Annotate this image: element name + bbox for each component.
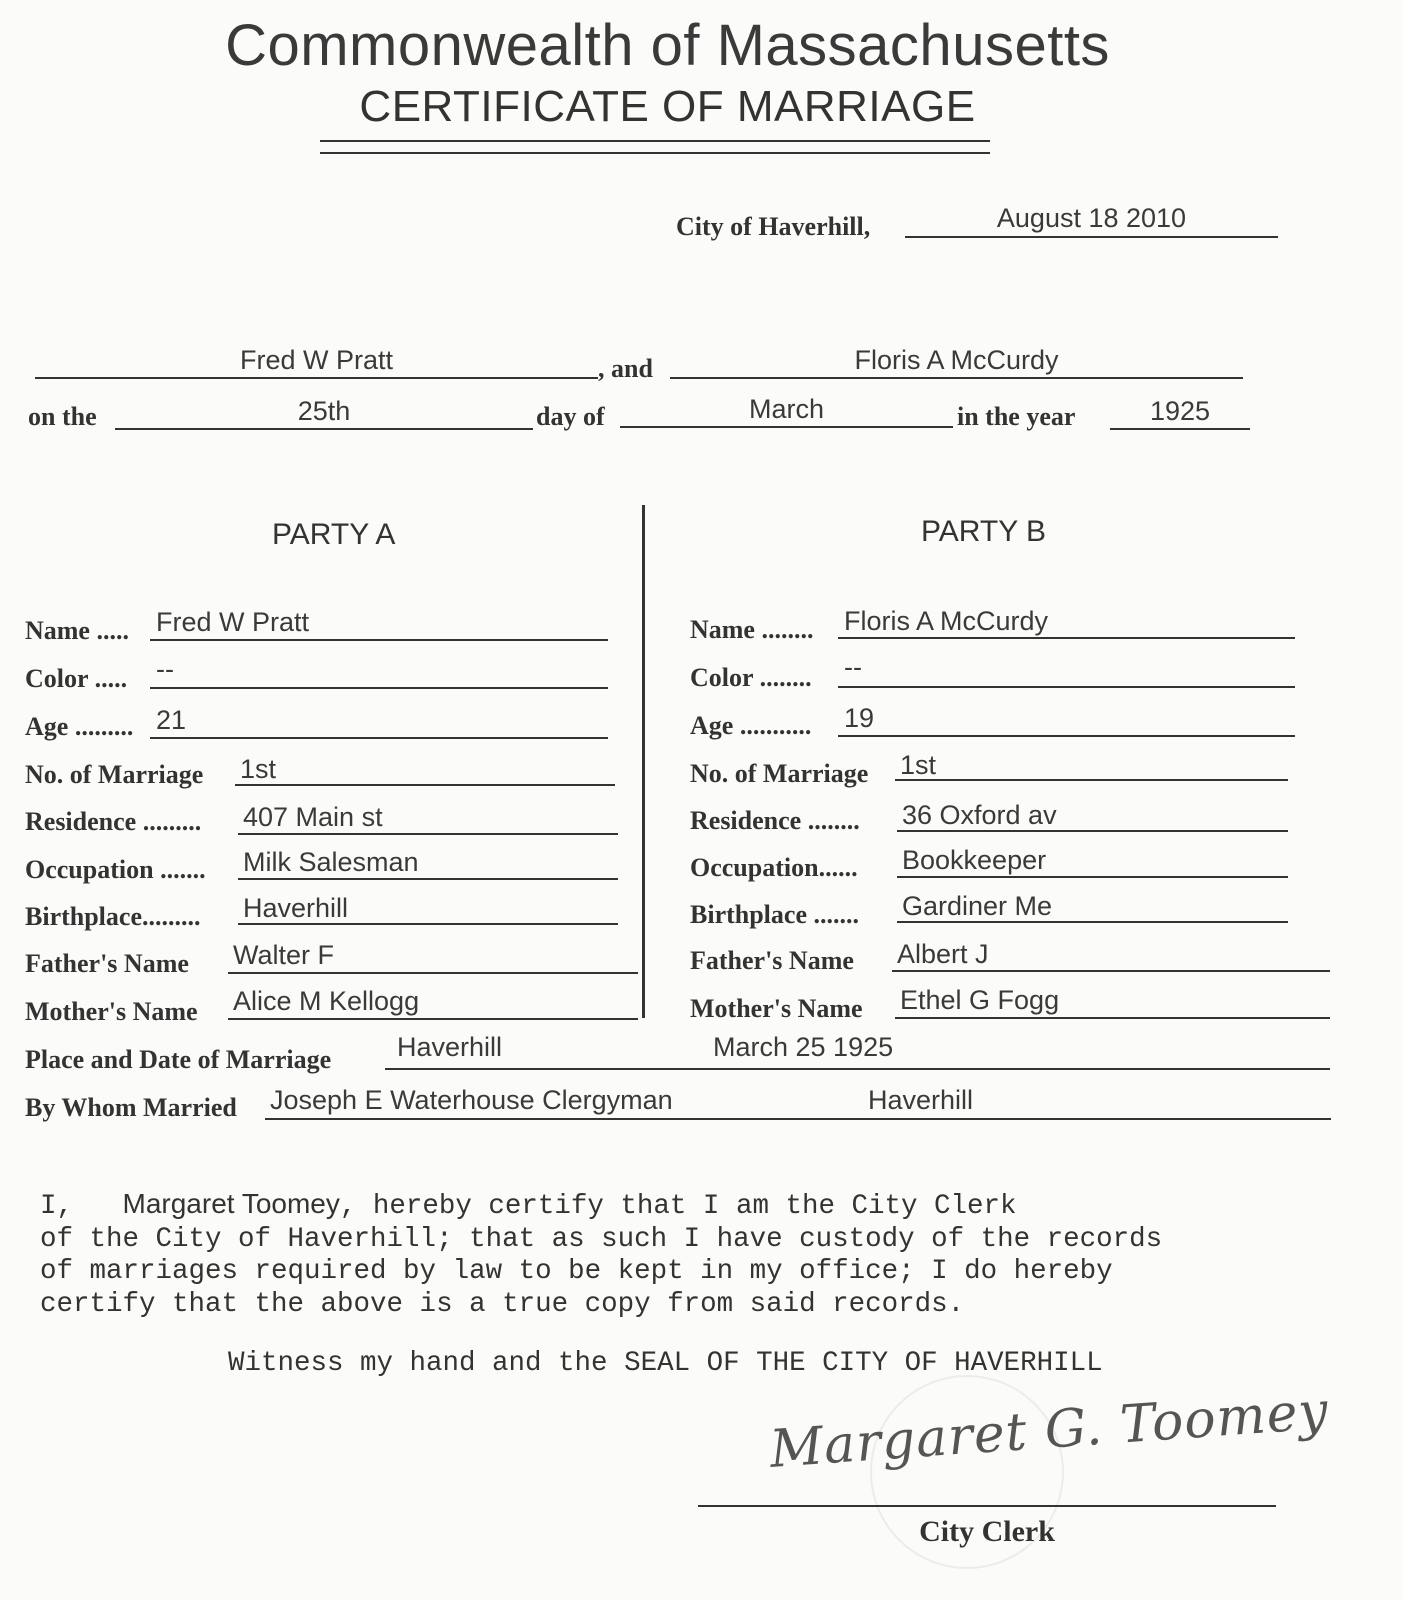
- party-a-occupation-value: Milk Salesman: [243, 847, 419, 877]
- certification-line2: of the City of Haverhill; that as such I have custody of the records: [40, 1223, 1163, 1255]
- place-of-marriage-value: Haverhill: [397, 1032, 503, 1062]
- party-a-mother-label: Mother's Name: [25, 997, 198, 1026]
- party-b-marriage-no-value: 1st: [900, 750, 937, 780]
- intro-year-line: [1110, 428, 1250, 430]
- issue-date-value: August 18 2010: [996, 203, 1187, 233]
- party-b-residence-line: [897, 830, 1288, 832]
- certification-line1-end: , hereby certify that I am the City Clerk: [339, 1191, 1017, 1222]
- party-b-mother-label: Mother's Name: [690, 994, 863, 1023]
- intro-party-a-name: Fred W Pratt: [239, 345, 394, 375]
- party-a-color-label: Color .....: [25, 664, 128, 693]
- party-a-father-value: Walter F: [233, 940, 334, 970]
- date-of-marriage-value: March 25 1925: [713, 1032, 894, 1062]
- document-title: Commonwealth of Massachusetts: [225, 13, 1110, 78]
- on-the-label: on the: [28, 402, 97, 431]
- clerk-name: Margaret Toomey: [122, 1188, 340, 1219]
- party-a-birthplace-value: Haverhill: [243, 893, 349, 923]
- officiant-city-value: Haverhill: [868, 1085, 974, 1115]
- party-a-residence-label: Residence .........: [25, 807, 202, 836]
- issue-city-label: City of Haverhill,: [676, 212, 871, 241]
- officiant-value: Joseph E Waterhouse Clergyman: [270, 1085, 673, 1115]
- party-b-age-label: Age ...........: [690, 711, 812, 740]
- party-a-color-value: --: [156, 654, 174, 684]
- party-a-age-value: 21: [156, 705, 187, 735]
- intro-and-label: , and: [598, 354, 653, 383]
- party-b-occupation-label: Occupation......: [690, 853, 858, 882]
- party-b-marriage-no-line: [895, 779, 1288, 781]
- certification-line3: of marriages required by law to be kept in my office; I do hereby: [40, 1256, 1113, 1287]
- certification-statement: [40, 1188, 1162, 1321]
- party-b-occupation-value: Bookkeeper: [902, 845, 1047, 875]
- party-b-birthplace-line: [897, 921, 1288, 923]
- party-divider: [642, 505, 645, 1018]
- intro-party-b-line: [670, 377, 1243, 379]
- party-b-marriage-no-label: No. of Marriage: [690, 759, 869, 788]
- party-a-birthplace-line: [238, 923, 618, 925]
- party-a-father-label: Father's Name: [25, 949, 189, 978]
- party-b-occupation-line: [897, 876, 1288, 878]
- clerk-signature: Margaret G. Toomey: [767, 1381, 1331, 1480]
- by-whom-line: [265, 1118, 1331, 1120]
- subtitle-underline-2: [320, 152, 990, 154]
- by-whom-label: By Whom Married: [25, 1093, 237, 1122]
- certification-line1-start: I,: [40, 1191, 123, 1222]
- party-a-name-value: Fred W Pratt: [156, 607, 310, 637]
- party-a-residence-line: [238, 833, 618, 835]
- party-a-heading: PARTY A: [272, 518, 396, 551]
- intro-month-line: [620, 426, 953, 428]
- place-date-label: Place and Date of Marriage: [25, 1045, 332, 1074]
- in-the-year-label: in the year: [957, 402, 1076, 431]
- party-a-birthplace-label: Birthplace.........: [25, 902, 201, 931]
- party-b-father-line: [892, 970, 1330, 972]
- party-b-mother-line: [895, 1017, 1330, 1019]
- party-b-heading: PARTY B: [921, 515, 1047, 548]
- party-b-age-value: 19: [844, 703, 875, 733]
- party-a-father-line: [228, 972, 638, 974]
- party-b-father-label: Father's Name: [690, 946, 854, 975]
- intro-month-value: March: [748, 394, 824, 424]
- intro-party-b-name: Floris A McCurdy: [854, 345, 1059, 375]
- document-subtitle: CERTIFICATE OF MARRIAGE: [359, 82, 976, 131]
- party-a-marriage-no-value: 1st: [240, 754, 277, 784]
- subtitle-underline-1: [320, 140, 990, 142]
- intro-party-a-line: [35, 377, 598, 379]
- party-a-residence-value: 407 Main st: [243, 802, 383, 832]
- intro-year-value: 1925: [1149, 396, 1211, 426]
- party-b-color-line: [838, 686, 1295, 688]
- party-b-residence-label: Residence ........: [690, 806, 860, 835]
- party-a-color-line: [150, 687, 608, 689]
- party-b-color-label: Color ........: [690, 663, 812, 692]
- party-a-marriage-no-label: No. of Marriage: [25, 760, 204, 789]
- party-b-residence-value: 36 Oxford av: [902, 800, 1057, 830]
- party-a-age-label: Age .........: [25, 712, 134, 741]
- party-b-age-line: [838, 735, 1295, 737]
- intro-day-line: [115, 428, 533, 430]
- witness-line: Witness my hand and the SEAL OF THE CITY OF HAVERHILL: [228, 1348, 1103, 1379]
- party-b-name-label: Name ........: [690, 615, 814, 644]
- day-of-label: day of: [536, 402, 605, 431]
- party-b-birthplace-value: Gardiner Me: [902, 891, 1053, 921]
- party-a-occupation-line: [238, 878, 618, 880]
- party-b-color-value: --: [844, 652, 862, 682]
- party-a-mother-value: Alice M Kellogg: [233, 986, 420, 1016]
- party-a-name-line: [150, 639, 608, 641]
- party-a-age-line: [150, 737, 608, 739]
- intro-day-value: 25th: [297, 396, 351, 426]
- party-a-mother-line: [228, 1018, 638, 1020]
- party-a-occupation-label: Occupation .......: [25, 855, 206, 884]
- issue-date-line: [905, 236, 1278, 238]
- certification-line4: certify that the above is a true copy from said records.: [40, 1288, 965, 1320]
- party-a-marriage-no-line: [235, 784, 615, 786]
- place-date-line: [385, 1068, 1330, 1070]
- signature-line: [698, 1505, 1276, 1507]
- party-b-name-line: [838, 637, 1295, 639]
- party-b-birthplace-label: Birthplace .......: [690, 900, 859, 929]
- party-b-mother-value: Ethel G Fogg: [900, 985, 1060, 1015]
- party-b-name-value: Floris A McCurdy: [844, 606, 1049, 636]
- party-b-father-value: Albert J: [897, 939, 989, 969]
- clerk-title: City Clerk: [919, 1515, 1055, 1548]
- party-a-name-label: Name .....: [25, 616, 129, 645]
